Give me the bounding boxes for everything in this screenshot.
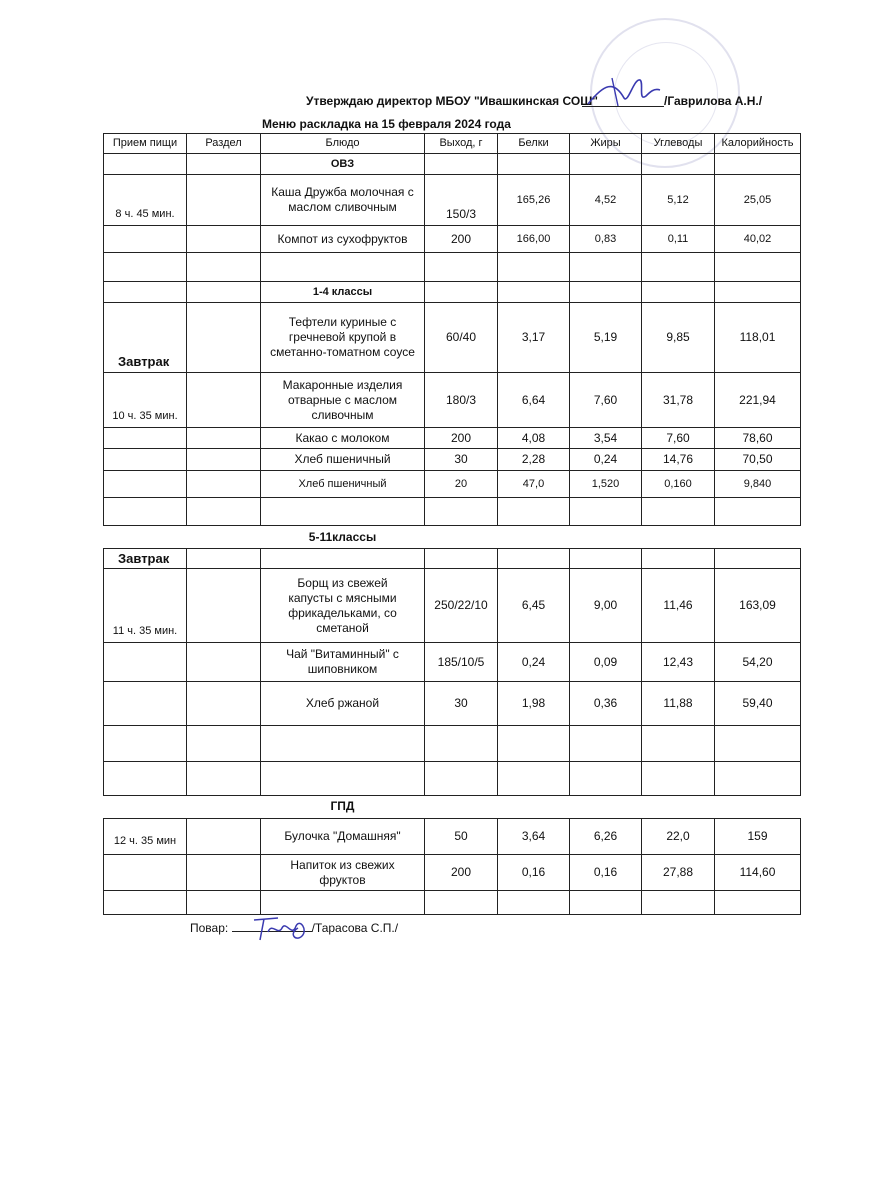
dish-protein: 1,98 — [497, 681, 570, 726]
table-cell — [186, 448, 261, 471]
table-cell — [424, 281, 498, 303]
table-cell — [103, 497, 187, 526]
table-cell — [424, 497, 498, 526]
meal-time-gpd: 12 ч. 35 мин — [103, 818, 187, 855]
dish-yield: 185/10/5 — [424, 642, 498, 682]
meal-time-ovz: 8 ч. 45 мин. — [103, 174, 187, 226]
table-cell — [569, 890, 642, 915]
dish-kcal: 78,60 — [714, 427, 801, 449]
dish-protein: 0,24 — [497, 642, 570, 682]
dish-kcal: 163,09 — [714, 568, 801, 643]
dish-fat: 0,09 — [569, 642, 642, 682]
table-cell — [424, 252, 498, 282]
dish-name: Тефтели куриные с гречневой крупой в сметанно-томатном соусе — [260, 302, 425, 373]
dish-yield: 50 — [424, 818, 498, 855]
column-header-meal: Прием пищи — [103, 133, 187, 154]
dish-protein: 2,28 — [497, 448, 570, 471]
table-cell — [186, 372, 261, 428]
table-cell — [497, 497, 570, 526]
column-header-kcal: Калорийность — [714, 133, 801, 154]
dish-name: Хлеб пшеничный — [260, 470, 425, 498]
table-cell — [714, 890, 801, 915]
dish-carbs: 11,88 — [641, 681, 715, 726]
dish-yield: 200 — [424, 854, 498, 891]
dish-kcal: 9,840 — [714, 470, 801, 498]
table-cell — [424, 153, 498, 175]
table-cell — [186, 470, 261, 498]
dish-carbs: 31,78 — [641, 372, 715, 428]
dish-kcal: 159 — [714, 818, 801, 855]
dish-carbs: 12,43 — [641, 642, 715, 682]
table-cell — [424, 725, 498, 762]
table-cell — [103, 225, 187, 253]
table-cell — [186, 174, 261, 226]
dish-carbs: 0,11 — [641, 225, 715, 253]
table-cell — [103, 642, 187, 682]
dish-kcal: 25,05 — [714, 174, 801, 226]
table-cell — [103, 681, 187, 726]
dish-name: Какао с молоком — [260, 427, 425, 449]
table-cell — [103, 281, 187, 303]
dish-carbs: 11,46 — [641, 568, 715, 643]
meal-label-breakfast-1-4: Завтрак — [103, 302, 187, 373]
table-cell — [260, 497, 425, 526]
dish-carbs: 14,76 — [641, 448, 715, 471]
table-cell — [641, 890, 715, 915]
dish-name: Борщ из свежей капусты с мясными фрикадельками, со сметаной — [260, 568, 425, 643]
column-header-section: Раздел — [186, 133, 261, 154]
table-cell — [569, 725, 642, 762]
table-cell — [103, 890, 187, 915]
table-cell — [569, 153, 642, 175]
table-cell — [103, 854, 187, 891]
dish-fat: 0,36 — [569, 681, 642, 726]
dish-fat: 9,00 — [569, 568, 642, 643]
table-cell — [497, 252, 570, 282]
table-cell — [714, 281, 801, 303]
dish-yield: 30 — [424, 448, 498, 471]
dish-fat: 4,52 — [569, 174, 642, 226]
table-cell — [569, 281, 642, 303]
dish-yield: 30 — [424, 681, 498, 726]
section-title-gpd: ГПД — [330, 799, 355, 813]
table-cell — [714, 497, 801, 526]
table-cell — [186, 548, 261, 569]
table-cell — [497, 548, 570, 569]
table-cell — [260, 252, 425, 282]
table-cell — [186, 225, 261, 253]
table-cell — [569, 548, 642, 569]
table-cell — [424, 548, 498, 569]
menu-title: Меню раскладка на 15 февраля 2024 года — [262, 117, 511, 131]
table-cell — [641, 548, 715, 569]
table-cell — [714, 153, 801, 175]
table-cell — [424, 761, 498, 796]
dish-fat: 0,24 — [569, 448, 642, 471]
table-cell — [186, 681, 261, 726]
dish-yield: 150/3 — [424, 174, 498, 226]
table-cell — [497, 725, 570, 762]
section-title-1-4: 1-4 классы — [260, 281, 425, 303]
cook-label: Повар: — [190, 921, 229, 935]
table-cell — [186, 725, 261, 762]
dish-fat: 7,60 — [569, 372, 642, 428]
dish-protein: 165,26 — [497, 174, 570, 226]
dish-kcal: 221,94 — [714, 372, 801, 428]
dish-name: Хлеб пшеничный — [260, 448, 425, 471]
dish-name: Макаронные изделия отварные с маслом сливочным — [260, 372, 425, 428]
cook-name: /Тарасова С.П./ — [311, 921, 399, 935]
dish-protein: 47,0 — [497, 470, 570, 498]
table-cell — [641, 761, 715, 796]
table-cell — [497, 153, 570, 175]
column-header-fat: Жиры — [569, 133, 642, 154]
dish-kcal: 70,50 — [714, 448, 801, 471]
approval-text: Утверждаю директор МБОУ "Ивашкинская СОШ" — [306, 94, 598, 108]
cook-signature-icon — [248, 910, 318, 944]
dish-fat: 1,520 — [569, 470, 642, 498]
table-cell — [260, 761, 425, 796]
table-cell — [103, 153, 187, 175]
table-cell — [641, 281, 715, 303]
table-cell — [186, 642, 261, 682]
dish-fat: 6,26 — [569, 818, 642, 855]
dish-fat: 0,83 — [569, 225, 642, 253]
table-cell — [497, 890, 570, 915]
table-cell — [186, 854, 261, 891]
table-cell — [569, 252, 642, 282]
dish-fat: 5,19 — [569, 302, 642, 373]
dish-yield: 180/3 — [424, 372, 498, 428]
table-cell — [103, 427, 187, 449]
table-cell — [569, 761, 642, 796]
dish-name: Булочка "Домашняя" — [260, 818, 425, 855]
table-cell — [714, 725, 801, 762]
dish-protein: 3,17 — [497, 302, 570, 373]
dish-carbs: 22,0 — [641, 818, 715, 855]
meal-label-breakfast-5-11: Завтрак — [103, 548, 187, 569]
table-cell — [186, 818, 261, 855]
dish-protein: 3,64 — [497, 818, 570, 855]
table-cell — [641, 497, 715, 526]
dish-yield: 250/22/10 — [424, 568, 498, 643]
dish-kcal: 54,20 — [714, 642, 801, 682]
table-cell — [569, 497, 642, 526]
table-cell — [186, 302, 261, 373]
table-cell — [641, 153, 715, 175]
table-cell — [103, 448, 187, 471]
table-cell — [103, 470, 187, 498]
section-title-ovz: ОВЗ — [260, 153, 425, 175]
dish-yield: 200 — [424, 225, 498, 253]
table-cell — [186, 153, 261, 175]
table-cell — [260, 548, 425, 569]
section-title-5-11: 5-11классы — [308, 530, 377, 544]
table-cell — [186, 497, 261, 526]
table-cell — [186, 427, 261, 449]
dish-yield: 200 — [424, 427, 498, 449]
approver-name: /Гаврилова А.Н./ — [664, 94, 763, 108]
column-header-dish: Блюдо — [260, 133, 425, 154]
table-cell — [497, 761, 570, 796]
dish-protein: 4,08 — [497, 427, 570, 449]
table-cell — [186, 568, 261, 643]
table-cell — [641, 725, 715, 762]
table-cell — [186, 281, 261, 303]
table-cell — [103, 761, 187, 796]
table-cell — [714, 252, 801, 282]
meal-time-1-4: 10 ч. 35 мин. — [103, 372, 187, 428]
dish-name: Чай "Витаминный" с шиповником — [260, 642, 425, 682]
dish-kcal: 118,01 — [714, 302, 801, 373]
dish-fat: 3,54 — [569, 427, 642, 449]
table-cell — [424, 890, 498, 915]
column-header-protein: Белки — [497, 133, 570, 154]
table-cell — [103, 725, 187, 762]
dish-name: Напиток из свежих фруктов — [260, 854, 425, 891]
dish-fat: 0,16 — [569, 854, 642, 891]
meal-time-5-11: 11 ч. 35 мин. — [103, 568, 187, 643]
column-header-carbs: Углеводы — [641, 133, 715, 154]
dish-carbs: 0,160 — [641, 470, 715, 498]
table-cell — [103, 252, 187, 282]
table-cell — [714, 761, 801, 796]
dish-protein: 166,00 — [497, 225, 570, 253]
table-cell — [641, 252, 715, 282]
dish-name: Каша Дружба молочная с маслом сливочным — [260, 174, 425, 226]
dish-kcal: 59,40 — [714, 681, 801, 726]
dish-kcal: 114,60 — [714, 854, 801, 891]
dish-carbs: 7,60 — [641, 427, 715, 449]
dish-protein: 6,64 — [497, 372, 570, 428]
table-cell — [497, 281, 570, 303]
table-cell — [714, 548, 801, 569]
dish-name: Хлеб ржаной — [260, 681, 425, 726]
column-header-yield: Выход, г — [424, 133, 498, 154]
dish-yield: 60/40 — [424, 302, 498, 373]
dish-yield: 20 — [424, 470, 498, 498]
table-cell — [260, 725, 425, 762]
dish-protein: 0,16 — [497, 854, 570, 891]
dish-carbs: 27,88 — [641, 854, 715, 891]
dish-kcal: 40,02 — [714, 225, 801, 253]
table-cell — [186, 252, 261, 282]
dish-carbs: 9,85 — [641, 302, 715, 373]
dish-name: Компот из сухофруктов — [260, 225, 425, 253]
dish-carbs: 5,12 — [641, 174, 715, 226]
table-cell — [186, 761, 261, 796]
dish-protein: 6,45 — [497, 568, 570, 643]
